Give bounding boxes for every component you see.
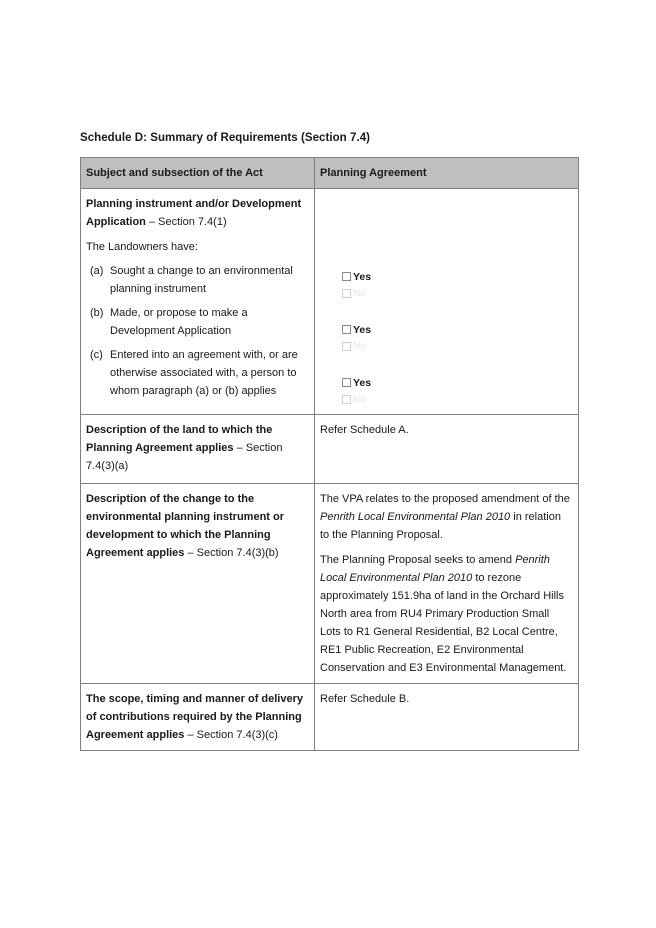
no-option[interactable] xyxy=(342,391,572,408)
no-option[interactable] xyxy=(342,338,572,355)
agreement-paragraph-1 xyxy=(320,490,572,544)
checkbox-icon[interactable] xyxy=(342,289,351,298)
yes-option[interactable] xyxy=(342,268,572,285)
yes-option[interactable] xyxy=(342,321,572,338)
list-item-text: Sought a change to an environmental planning instrument xyxy=(110,265,293,295)
yes-label: Yes xyxy=(353,376,372,389)
table-row xyxy=(81,484,579,684)
subject-text xyxy=(86,195,308,231)
no-label: No xyxy=(353,393,366,405)
subject-section: – Section 7.4(3)(c) xyxy=(184,729,278,741)
agreement-cell xyxy=(315,189,579,415)
subject-cell xyxy=(81,484,315,684)
list-marker: (a) xyxy=(90,265,104,277)
table-row xyxy=(81,684,579,751)
no-option[interactable] xyxy=(342,285,572,302)
subject-text xyxy=(86,421,308,475)
table-row xyxy=(81,415,579,484)
intro-text: The Landowners have: xyxy=(86,241,198,253)
subject-heading: The scope, timing and manner of delivery of contributions required by the Planning Agreement applies xyxy=(86,693,303,741)
agreement-cell xyxy=(315,415,579,484)
subject-cell xyxy=(81,189,315,415)
list-marker: (c) xyxy=(90,349,103,361)
requirement-list xyxy=(86,262,308,400)
list-marker: (b) xyxy=(90,307,104,319)
page-title: Schedule D: Summary of Requirements (Section 7.4) xyxy=(80,132,371,144)
checkbox-icon[interactable] xyxy=(342,342,351,351)
yes-label: Yes xyxy=(353,323,372,336)
subject-heading: Description of the change to the environmental planning instrument or development to which the Planning Agreement applies xyxy=(86,493,285,559)
yes-label: Yes xyxy=(353,270,372,283)
list-item xyxy=(86,346,308,400)
agreement-cell xyxy=(315,684,579,751)
no-label: No xyxy=(353,340,366,352)
list-item xyxy=(86,304,308,340)
subject-text xyxy=(86,690,308,744)
no-label: No xyxy=(353,287,366,299)
subject-text xyxy=(86,490,308,562)
checkbox-icon[interactable] xyxy=(342,378,351,387)
checkbox-icon[interactable] xyxy=(342,272,351,281)
subject-cell xyxy=(81,415,315,484)
header-subject: Subject and subsection of the Act xyxy=(81,158,315,189)
text-run: to rezone approximately 151.9ha of land in the Orchard Hills North area from RU4 Primary Production Small Lots to R1 General Residential, B2 Local Centre, RE1 Public Recreation, E2 Environmental Conservation and E3 Environmental Management. xyxy=(320,572,567,674)
list-item-text: Entered into an agreement with, or are otherwise associated with, a person to whom paragraph (a) or (b) applies xyxy=(110,349,298,397)
text-run: in relation to the Planning Proposal. xyxy=(320,511,561,541)
table-row xyxy=(81,189,579,415)
plan-name: Penrith Local Environmental Plan 2010 xyxy=(320,511,511,523)
agreement-paragraph-2 xyxy=(320,551,572,677)
checkbox-icon[interactable] xyxy=(342,395,351,404)
checkbox-group-a xyxy=(342,268,572,321)
checkbox-group-b xyxy=(342,321,572,374)
table-header-row xyxy=(81,158,579,189)
requirements-table xyxy=(80,157,579,751)
agreement-text: Refer Schedule A. xyxy=(320,424,409,436)
plan-name: Penrith Local Environmental Plan 2010 xyxy=(320,554,550,584)
yes-option[interactable] xyxy=(342,374,572,391)
subject-heading: Planning instrument and/or Development Application xyxy=(86,198,302,228)
subject-section: – Section 7.4(1) xyxy=(145,216,227,228)
list-item xyxy=(86,262,308,298)
agreement-text: Refer Schedule B. xyxy=(320,693,410,705)
subject-heading: Description of the land to which the Planning Agreement applies xyxy=(86,424,273,454)
subject-cell xyxy=(81,684,315,751)
subject-section: – Section 7.4(3)(b) xyxy=(184,547,279,559)
header-planning-agreement: Planning Agreement xyxy=(315,158,579,189)
subject-section: – Section 7.4(3)(a) xyxy=(86,442,283,472)
checkbox-icon[interactable] xyxy=(342,325,351,334)
list-item-text: Made, or propose to make a Development Application xyxy=(110,307,248,337)
checkbox-group-c xyxy=(342,374,572,408)
agreement-cell xyxy=(315,484,579,684)
text-run: The VPA relates to the proposed amendment of the xyxy=(320,493,570,505)
checkbox-column xyxy=(320,195,572,408)
text-run: The Planning Proposal seeks to amend xyxy=(320,554,516,566)
